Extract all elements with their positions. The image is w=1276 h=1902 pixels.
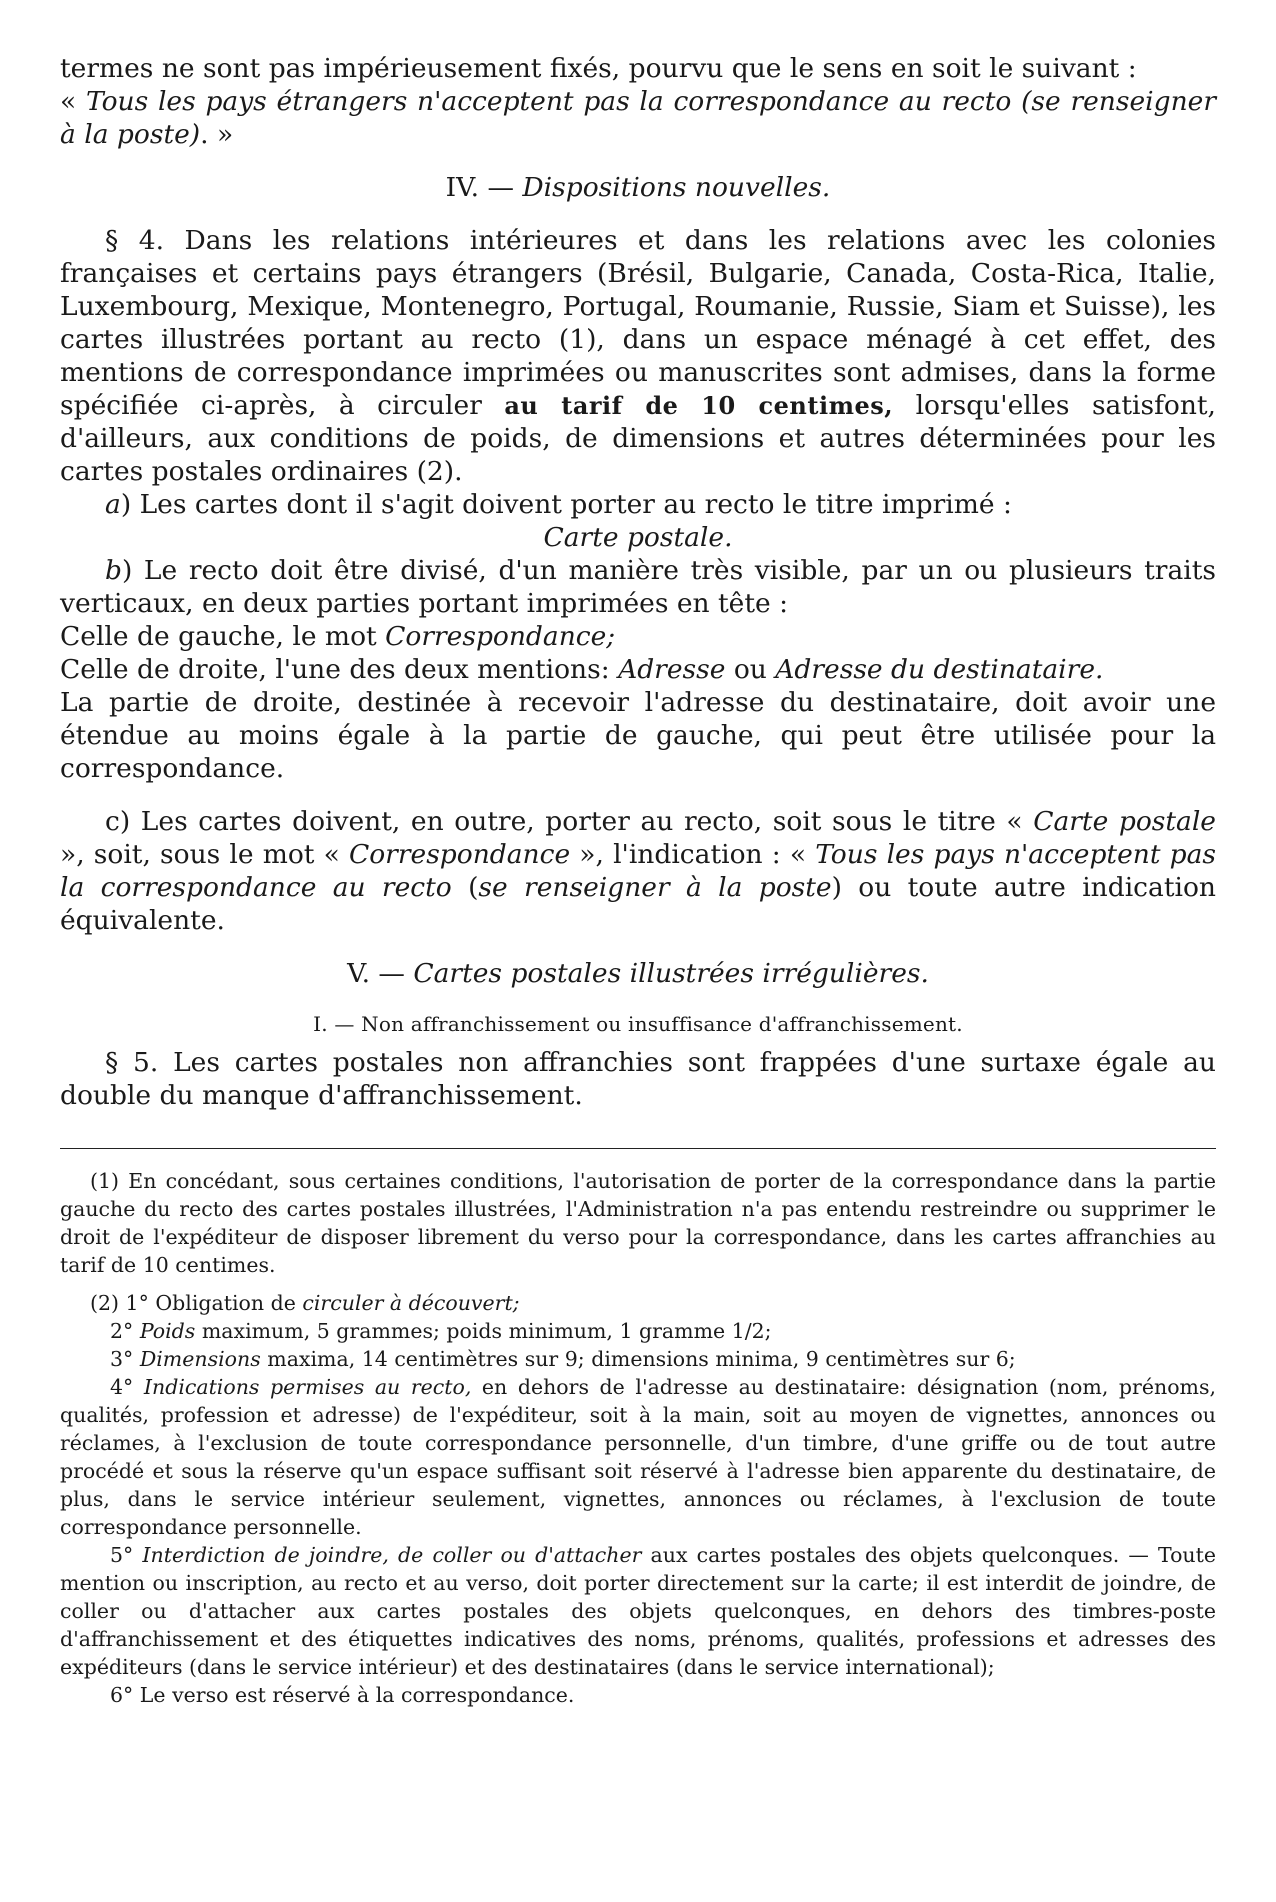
tarif-emphasis: au tarif de 10 centimes,: [504, 391, 894, 420]
carte-postale-title: Carte postale.: [543, 522, 733, 553]
footnote-divider: [60, 1148, 1216, 1149]
paragraph-5: § 5. Les cartes postales non affranchies sont frappées d'une surtaxe égale au double du manque d'affranchissement.: [60, 1047, 1216, 1111]
footnote-2-item-5: 5° Interdiction de joindre, de coller ou d'attacher aux cartes postales des objets quelconques. — Toute mention ou inscription, au recto et au verso, doit porter directement sur la carte; il est interdit de joindre, de coller ou d'attacher aux cartes postales des objets quelconques, en dehors des timbres-poste d'affranchissement et des étiquettes indicatives des noms, prénoms, qualités, professions et adresses des expéditeurs (dans le service intérieur) et des destinataires (dans le service international);: [60, 1543, 1217, 1679]
intro-quote: Tous les pays étrangers n'acceptent pas la correspondance au recto (se renseigner à la poste): [60, 86, 1217, 150]
footnote-2-item-3: 3° Dimensions maxima, 14 centimètres sur 9; dimensions minima, 9 centimètres sur 6;: [110, 1347, 1016, 1371]
paragraph-a: a) Les cartes dont il s'agit doivent porter au recto le titre imprimé :: [105, 489, 1012, 520]
paragraph-c: c) Les cartes doivent, en outre, porter au recto, soit sous le titre « Carte postale », soit, sous le mot « Correspondance », l'indication : « Tous les pays n'acceptent pas la correspondance au recto (se renseigner à la poste) ou toute autre indication équivalente.: [60, 806, 1216, 936]
footnote-2-item-4: 4° Indications permises au recto, en dehors de l'adresse au destinataire: désignation (nom, prénoms, qualités, profession et adresse) de l'expéditeur, soit à la main, soit au moyen de vignettes, annonces ou réclames, à l'exclusion de toute correspondance personnelle, d'un timbre, d'une griffe ou de tout autre procédé et sous la réserve qu'un espace suffisant soit réservé à l'adresse bien apparente du destinataire, de plus, dans le service intérieur seulement, vignettes, annonces ou réclames, à l'exclusion de toute correspondance personnelle.: [60, 1375, 1217, 1539]
intro-line: termes ne sont pas impérieusement fixés, pourvu que le sens en soit le suivant :: [60, 53, 1137, 84]
paragraph-b: b) Le recto doit être divisé, d'un manière très visible, par un ou plusieurs traits verticaux, en deux parties portant imprimées en tête :: [60, 555, 1216, 619]
footnote-1: (1) En concédant, sous certaines conditions, l'autorisation de porter de la correspondance dans la partie gauche du recto des cartes postales illustrées, l'Administration n'a pas entendu restreindre ou supprimer le droit de l'expéditeur de disposer librement du verso pour la correspondance, dans les cartes affranchies au tarif de 10 centimes.: [60, 1169, 1216, 1277]
paragraph-4: § 4. Dans les relations intérieures et dans les relations avec les colonies françaises et certains pays étrangers (Brésil, Bulgarie, Canada, Costa-Rica, Italie, Luxembourg, Mexique, Montenegro, Portugal, Roumanie, Russie, Siam et Suisse), les cartes illustrées portant au recto (1), dans un espace ménagé à cet effet, des mentions de correspondance imprimées ou manuscrites sont admises, dans la forme spécifiée ci-après, à circuler au tarif de 10 centimes, lorsqu'elles satisfont, d'ailleurs, aux conditions de poids, de dimensions et autres déterminées pour les cartes postales ordinaires (2).: [60, 225, 1216, 487]
line-droite: Celle de droite, l'une des deux mentions: Adresse ou Adresse du destinataire.: [60, 654, 1104, 685]
paragraph-partie: La partie de droite, destinée à recevoir l'adresse du destinataire, doit avoir une étendue au moins égale à la partie de gauche, qui peut être utilisée pour la correspondance.: [60, 687, 1216, 784]
footnote-2-item-2: 2° Poids maximum, 5 grammes; poids minimum, 1 gramme 1/2;: [110, 1319, 772, 1343]
subheading-1: I. — Non affranchissement ou insuffisance d'affranchissement.: [313, 1012, 963, 1036]
main-text: [60, 52, 1216, 1112]
footnote-2-item-6: 6° Le verso est réservé à la correspondance.: [110, 1683, 575, 1707]
intro-paragraph: termes ne sont pas impérieusement fixés, pourvu que le sens en soit le suivant : « Tous les pays étrangers n'acceptent pas la correspondance au recto (se renseigner à la poste). »: [60, 53, 1217, 150]
footnote-2-item-1: (2) 1° Obligation de circuler à découvert;: [90, 1291, 520, 1315]
footnotes: [60, 1167, 1216, 1709]
section-heading-iv: IV. — Dispositions nouvelles.: [445, 172, 831, 203]
section-heading-v: V. — Cartes postales illustrées irrégulières.: [347, 958, 929, 989]
line-gauche: Celle de gauche, le mot Correspondance;: [60, 621, 616, 652]
